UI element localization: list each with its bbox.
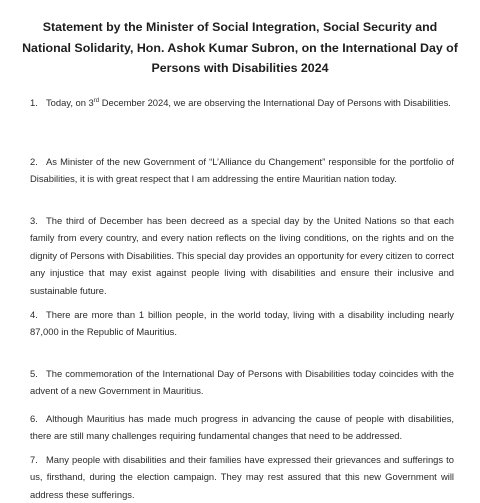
paragraph-number: 4. (30, 309, 38, 320)
paragraph-text: December 2024, we are observing the International Day of Persons with Disabilities. (99, 97, 451, 108)
paragraph-6 (30, 410, 454, 445)
paragraph-number: 7. (30, 454, 38, 465)
paragraph-5 (30, 365, 454, 400)
paragraph-4 (30, 306, 454, 341)
paragraph-text: Although Mauritius has made much progress in advancing the cause of people with disabilities, there are still many challenges requiring fundamental changes that need to be addressed. (30, 413, 454, 442)
paragraph-text: The commemoration of the International Day of Persons with Disabilities today coincides with the advent of a new Government in Mauritius. (30, 368, 454, 397)
paragraph-number: 6. (30, 413, 38, 424)
ordinal-suffix: rd (93, 98, 100, 104)
paragraph-number: 2. (30, 156, 38, 167)
paragraph-2 (30, 153, 454, 188)
paragraph-number: 5. (30, 368, 38, 379)
statement-title: Statement by the Minister of Social Integration, Social Security and National Solidarity, Hon. Ashok Kumar Subron, on the International Day of Persons with Disabilities 2024 (22, 20, 458, 75)
paragraph-text: Many people with disabilities and their families have expressed their grievances and sufferings to us, firsthand, during the election campaign. They may rest assured that this new Government will address these sufferings. (30, 454, 454, 500)
paragraph-text: As Minister of the new Government of “L’Alliance du Changement” responsible for the portfolio of Disabilities, it is with great respect that I am addressing the entire Mauritian nation today. (30, 156, 454, 185)
paragraph-7 (30, 451, 454, 503)
paragraph-1 (30, 94, 454, 111)
paragraph-text: The third of December has been decreed as a special day by the United Nations so that each family from every country, and every nation reflects on the living conditions, on the rights and on the dignity of Persons with Disabilities. This special day provides an opportunity for every citizen to correct any injustice that may exist against people living with disabilities and ensure their inclusive and sustainable future. (30, 215, 454, 296)
paragraph-number: 3. (30, 215, 38, 226)
paragraph-number: 1. (30, 97, 38, 108)
paragraph-text: There are more than 1 billion people, in the world today, living with a disability including nearly 87,000 in the Republic of Mauritius. (30, 309, 454, 338)
paragraph-text-start: Today, on 3 (46, 97, 94, 108)
paragraph-3 (30, 212, 454, 299)
